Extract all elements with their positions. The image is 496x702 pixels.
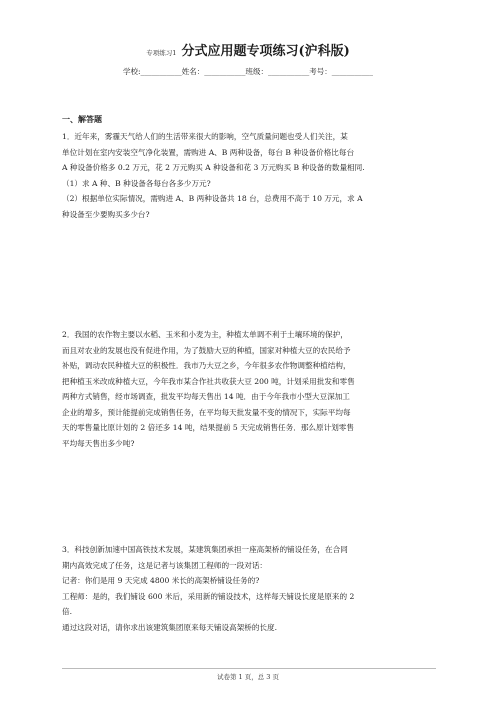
question-line: 天的零售量比原计划的 2 倍还多 14 吨，结果提前 5 天完成销售任务．那么原计划零售	[62, 423, 354, 432]
question-line: 种设备至少要购买多少台?	[62, 209, 150, 219]
header-prefix: 专项练习1	[146, 49, 177, 57]
question-line: 单位计划在室内安装空气净化装置，需购进 A、B 两种设备，每台 B 种设备价格比每台	[62, 147, 355, 157]
question-line: 3．科技创新加速中国高铁技术发展，某建筑集团承担一座高架桥的铺设任务，在合同	[62, 545, 348, 554]
question-line: 期内高效完成了任务，这是记者与该集团工程师的一段对话：	[62, 560, 268, 570]
question-2	[62, 327, 436, 451]
question-line: 记者：你们是用 9 天完成 4800 米长的高架桥铺设任务的?	[62, 576, 260, 585]
question-line: 补贴，调动农民种植大豆的积极性．我市乃大豆之乡，今年很多农作物调整种植结构，	[62, 361, 351, 370]
header-title-line	[0, 40, 496, 59]
question-line: （2）根据单位实际情况，需购进 A、B 两种设备共 18 台，总费用不高于 10 万元，求 A	[62, 194, 363, 203]
section-title: 一、解答题	[62, 114, 102, 124]
question-line: 企业的增多，预计能提前完成销售任务，在平均每天批发量不变的情况下，实际平均每	[62, 407, 351, 417]
footer-divider	[62, 668, 436, 669]
question-line: 通过这段对话，请你求出该建筑集团原来每天铺设高架桥的长度.	[62, 622, 278, 632]
question-line: 倍.	[62, 607, 73, 616]
question-line: 而且对农业的发展也没有促进作用，为了鼓励大豆的种植，国家对种植大豆的农民给予	[62, 345, 351, 355]
question-3	[62, 542, 436, 635]
question-line: A 种设备价格多 0.2 万元，花 2 万元购买 A 种设备和花 3 万元购买 B 种设备的数量相同.	[62, 163, 365, 172]
question-1	[62, 129, 436, 222]
page-title: 分式应用题专项练习(沪科版)	[181, 44, 350, 59]
question-line: 平均每天售出多少吨?	[62, 438, 135, 448]
student-info-line: 学校:___________姓名：___________班级：___________考号：___________	[122, 67, 374, 76]
question-line: 工程师：是的，我们铺设 600 米后，采用新的铺设技术，这样每天铺设长度是原来的 2	[62, 591, 355, 601]
question-line: （1）求 A 种、B 种设备各每台各多少万元?	[62, 178, 211, 188]
question-line: 两种方式销售，经市场调查，批发平均每天售出 14 吨．由于今年我市小型大豆深加工	[62, 392, 350, 401]
page-footer: 试卷第 1 页，总 3 页	[216, 673, 280, 681]
question-line: 2．我国的农作物主要以水稻、玉米和小麦为主，种植太单调不利于土壤环境的保护，	[62, 330, 348, 339]
question-line: 把种植玉米改成种植大豆，今年我市某合作社共收获大豆 200 吨，计划采用批发和零售	[62, 376, 355, 386]
question-line: 1．近年来，雾霾天气给人们的生活带来很大的影响，空气质量问题也受人们关注，某	[62, 132, 348, 141]
